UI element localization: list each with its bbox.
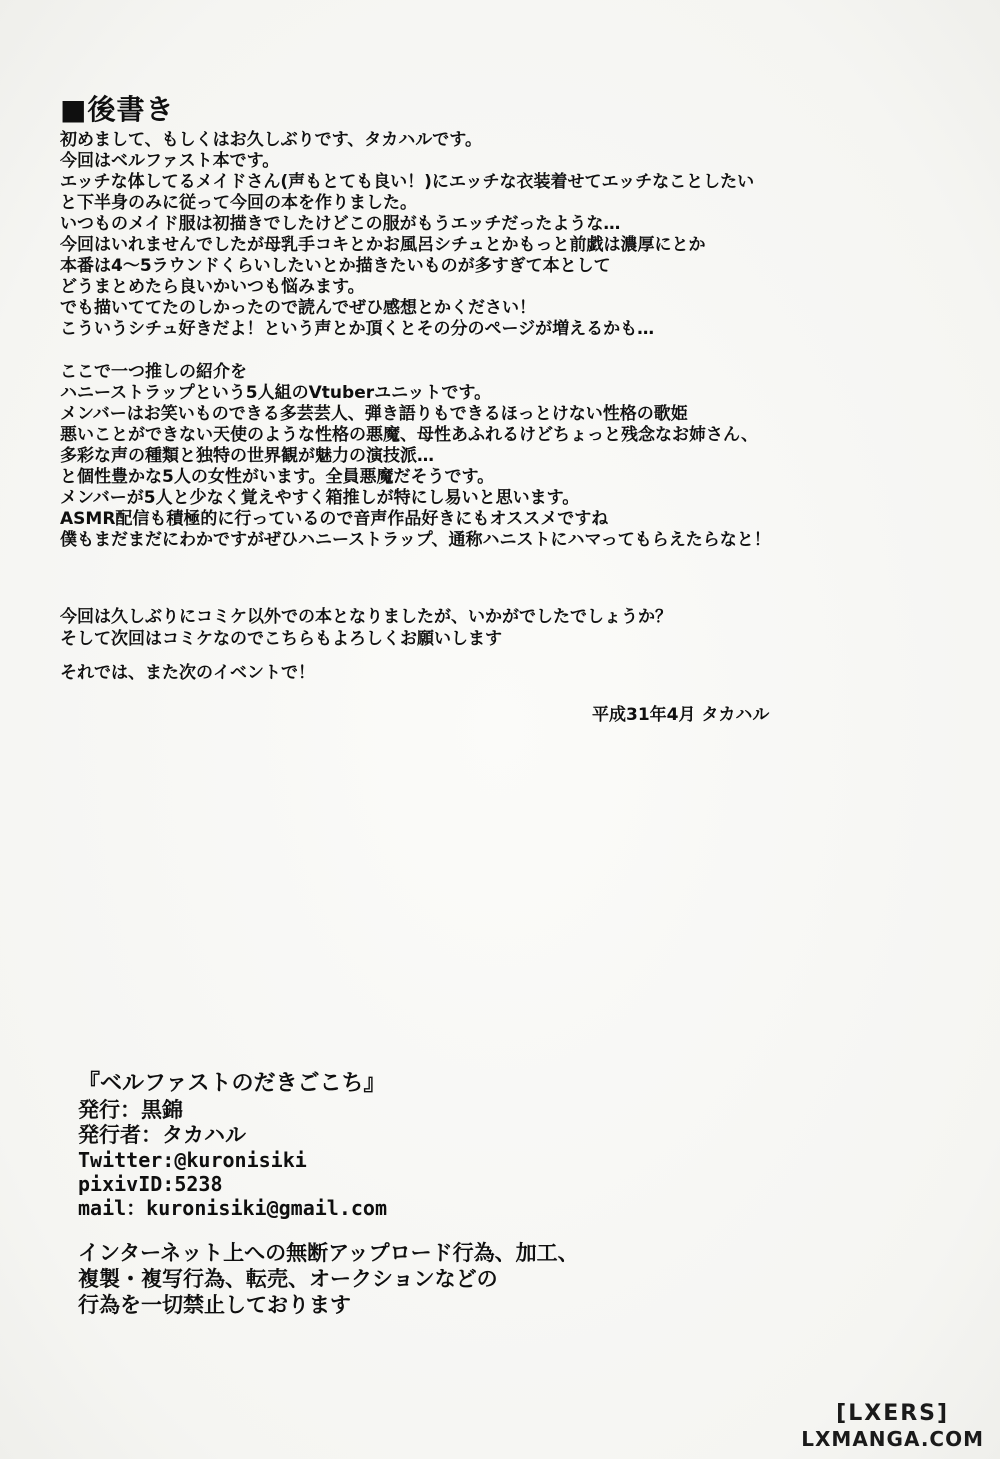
afterword-section — [60, 92, 960, 684]
text-line: メンバーが5人と少なく覚えやすく箱推しが特にし易いと思います。 — [60, 488, 580, 508]
text-line: でも描いててたのしかったので読んでぜひ感想とかください！ — [60, 298, 536, 318]
afterword-paragraph-intro — [60, 130, 960, 340]
twitter-line: Twitter:@kuronisiki — [78, 1148, 307, 1172]
text-line: 多彩な声の種類と独特の世界観が魅力の演技派… — [60, 446, 434, 466]
text-line: 悪いことができない天使のような性格の悪魔、母性あふれるけどちょっと残念なお姉さん、 — [60, 425, 759, 445]
watermark-bottom: LXMANGA.COM — [801, 1427, 984, 1451]
text-line: 今回は久しぶりにコミケ以外での本となりましたが、いかがでしたでしょうか？ — [60, 607, 672, 627]
mail-line: mail：kuronisiki@gmail.com — [78, 1196, 387, 1220]
afterword-closing — [60, 606, 960, 684]
text-line: こういうシチュ好きだよ！という声とか頂くとその分のページが増えるかも… — [60, 319, 655, 339]
copyright-notice — [78, 1240, 778, 1318]
text-line: どうまとめたら良いかいつも悩みます。 — [60, 277, 365, 297]
text-line: 今回はいれませんでしたが母乳手コキとかお風呂シチュとかもっと前戯は濃厚にとか — [60, 235, 706, 255]
text-line: 本番は4〜5ラウンドくらいしたいとか描きたいものが多すぎて本として — [60, 256, 611, 276]
publisher-line: 発行：黒錦 — [78, 1098, 183, 1122]
text-line: そして次回はコミケなのでこちらもよろしくお願いします — [60, 629, 502, 649]
text-line: ここで一つ推しの紹介を — [60, 362, 247, 382]
notice-line: 行為を一切禁止しております — [78, 1293, 351, 1317]
afterword-heading: ■後書き — [60, 93, 175, 126]
text-line: いつものメイド服は初描きでしたけどこの服がもうエッチだったような… — [60, 214, 621, 234]
text-line: と下半身のみに従って今回の本を作りました。 — [60, 193, 417, 213]
pixiv-line: pixivID:5238 — [78, 1172, 223, 1196]
colophon-section — [78, 1070, 778, 1318]
afterword-paragraph-recommendation — [60, 362, 960, 551]
site-watermark — [801, 1401, 984, 1451]
watermark-top: [LXERS] — [836, 1401, 950, 1426]
text-line: 僕もまだまだにわかですがぜひハニーストラップ、通称ハニストにハマってもらえたらなと！ — [60, 530, 771, 550]
text-line: ハニーストラップという5人組のVtuberユニットです。 — [60, 383, 492, 403]
book-title: 『ベルファストのだきごこち』 — [78, 1071, 386, 1096]
notice-line: 複製・複写行為、転売、オークションなどの — [78, 1267, 498, 1291]
text-line: エッチな体してるメイドさん(声もとても良い！)にエッチな衣装着せてエッチなことしたい — [60, 172, 755, 192]
text-line: メンバーはお笑いものできる多芸芸人、弾き語りもできるほっとけない性格の歌姫 — [60, 404, 688, 424]
text-line: ASMR配信も積極的に行っているので音声作品好きにもオススメですね — [60, 509, 609, 529]
text-line: 今回はベルファスト本です。 — [60, 151, 280, 171]
signature: 平成31年4月 タカハル — [592, 705, 770, 725]
farewell-line: それでは、また次のイベントで！ — [60, 663, 315, 683]
text-line: と個性豊かな5人の女性がいます。全員悪魔だそうです。 — [60, 467, 495, 487]
author-line: 発行者：タカハル — [78, 1123, 246, 1147]
text-line: 初めまして、もしくはお久しぶりです、タカハルです。 — [60, 130, 482, 150]
notice-line: インターネット上への無断アップロード行為、加工、 — [78, 1241, 579, 1265]
